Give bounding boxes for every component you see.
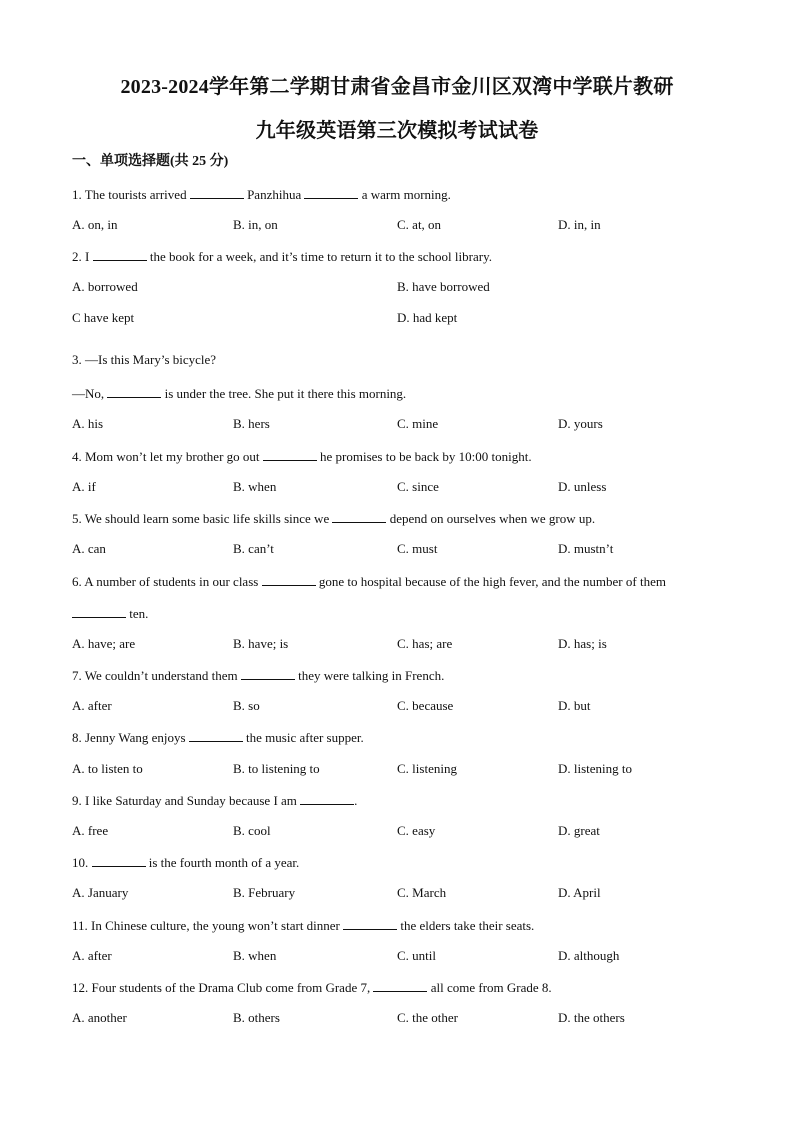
- q4-option-b: B. when: [233, 479, 277, 494]
- q6-option-a: A. have; are: [72, 636, 136, 651]
- answer-blank: [304, 186, 358, 199]
- q5-option-c: C. must: [397, 541, 438, 556]
- answer-blank: [241, 667, 295, 680]
- q10-option-b: B. February: [233, 885, 296, 900]
- q7-option-b: B. so: [233, 698, 260, 713]
- q9-option-d: D. great: [558, 823, 600, 838]
- q10-option-a: A. January: [72, 885, 129, 900]
- q12-option-d: D. the others: [558, 1010, 625, 1025]
- question-7-stem: 7. We couldn’t understand them they were talking in French.: [72, 668, 445, 683]
- question-6-stem-2: ten.: [72, 605, 148, 622]
- q3-option-a: A. his: [72, 416, 104, 431]
- q12-option-c: C. the other: [397, 1010, 459, 1025]
- q8-option-d: D. listening to: [558, 761, 633, 776]
- answer-blank: [72, 605, 126, 618]
- q2-option-a: A. borrowed: [72, 279, 138, 294]
- q11-option-c: C. until: [397, 948, 437, 963]
- question-3-stem: 3. —Is this Mary’s bicycle?: [72, 352, 217, 367]
- q1-option-b: B. in, on: [233, 217, 278, 232]
- q8-option-c: C. listening: [397, 761, 457, 776]
- q4-option-c: C. since: [397, 479, 439, 494]
- q12-option-b: B. others: [233, 1010, 280, 1025]
- answer-blank: [300, 792, 354, 805]
- q8-option-a: A. to listen to: [72, 761, 143, 776]
- q5-option-b: B. can’t: [233, 541, 274, 556]
- q4-option-a: A. if: [72, 479, 96, 494]
- q5-option-d: D. mustn’t: [558, 541, 614, 556]
- section-heading: 一、单项选择题(共 25 分): [72, 154, 229, 169]
- q9-option-c: C. easy: [397, 823, 436, 838]
- q6-option-d: D. has; is: [558, 636, 607, 651]
- answer-blank: [332, 510, 386, 523]
- q7-option-d: D. but: [558, 698, 591, 713]
- question-9-stem: 9. I like Saturday and Sunday because I am .: [72, 793, 358, 808]
- answer-blank: [373, 979, 427, 992]
- answer-blank: [189, 729, 243, 742]
- answer-blank: [93, 248, 147, 261]
- answer-blank: [107, 385, 161, 398]
- q1-option-c: C. at, on: [397, 217, 442, 232]
- q1-option-a: A. on, in: [72, 217, 118, 232]
- question-12-stem: 12. Four students of the Drama Club come from Grade 7, all come from Grade 8.: [72, 980, 552, 995]
- q8-option-b: B. to listening to: [233, 761, 320, 776]
- q12-option-a: A. another: [72, 1010, 127, 1025]
- q7-option-a: A. after: [72, 698, 112, 713]
- q6-option-c: C. has; are: [397, 636, 453, 651]
- q11-option-b: B. when: [233, 948, 277, 963]
- q10-option-d: D. April: [558, 885, 601, 900]
- question-11-stem: 11. In Chinese culture, the young won’t start dinner the elders take their seats.: [72, 918, 535, 933]
- question-10-stem: 10. is the fourth month of a year.: [72, 855, 300, 870]
- q3-option-c: C. mine: [397, 416, 439, 431]
- q3-option-d: D. yours: [558, 416, 603, 431]
- q2-option-c: C have kept: [72, 310, 135, 325]
- title-line-1: 2023-2024学年第二学期甘肃省金昌市金川区双湾中学联片教研: [120, 76, 674, 98]
- q6-option-b: B. have; is: [233, 636, 289, 651]
- answer-blank: [92, 854, 146, 867]
- q11-option-d: D. although: [558, 948, 620, 963]
- question-2-stem: 2. I the book for a week, and it’s time to return it to the school library.: [72, 249, 492, 264]
- question-4-stem: 4. Mom won’t let my brother go out he promises to be back by 10:00 tonight.: [72, 449, 532, 464]
- q2-option-b: B. have borrowed: [397, 279, 490, 294]
- q11-option-a: A. after: [72, 948, 112, 963]
- question-3-stem-2: —No, is under the tree. She put it there this morning.: [72, 386, 407, 401]
- title-line-2: 九年级英语第三次模拟考试试卷: [255, 120, 539, 142]
- q5-option-a: A. can: [72, 541, 106, 556]
- q4-option-d: D. unless: [558, 479, 607, 494]
- q1-option-d: D. in, in: [558, 217, 601, 232]
- question-1-stem: 1. The tourists arrived Panzhihua a warm morning.: [72, 187, 451, 202]
- q7-option-c: C. because: [397, 698, 454, 713]
- question-8-stem: 8. Jenny Wang enjoys the music after supper.: [72, 730, 364, 745]
- question-6-stem: 6. A number of students in our class gone to hospital because of the high fever, and the number of them: [72, 574, 666, 589]
- answer-blank: [262, 573, 316, 586]
- q10-option-c: C. March: [397, 885, 447, 900]
- q3-option-b: B. hers: [233, 416, 270, 431]
- q2-option-d: D. had kept: [397, 310, 458, 325]
- q9-option-b: B. cool: [233, 823, 271, 838]
- answer-blank: [343, 917, 397, 930]
- q9-option-a: A. free: [72, 823, 109, 838]
- question-5-stem: 5. We should learn some basic life skills since we depend on ourselves when we grow up.: [72, 511, 596, 526]
- answer-blank: [190, 186, 244, 199]
- answer-blank: [263, 448, 317, 461]
